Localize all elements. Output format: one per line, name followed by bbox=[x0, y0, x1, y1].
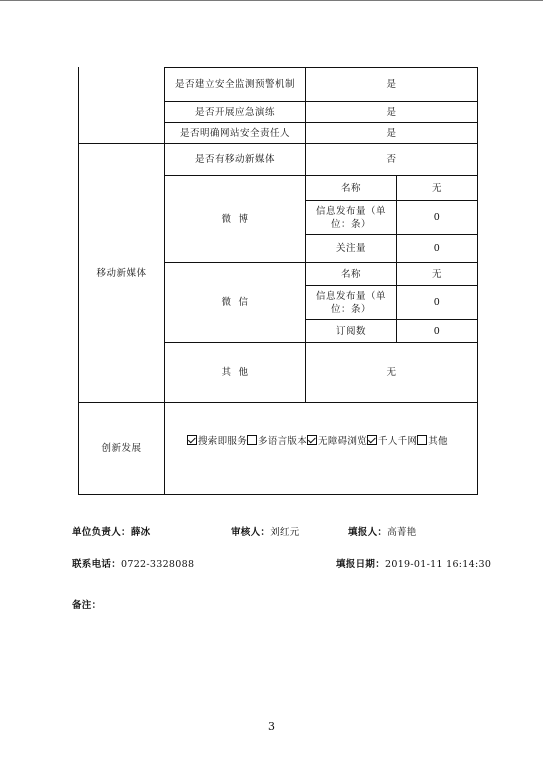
reviewer-label: 审核人： bbox=[231, 527, 271, 538]
filler-label: 填报人： bbox=[348, 527, 388, 538]
filler-value: 高菁艳 bbox=[387, 527, 417, 538]
cell-drill-value: 是 bbox=[386, 106, 397, 118]
cell-has-mobile-value: 否 bbox=[386, 154, 397, 165]
phone bbox=[72, 556, 194, 570]
page-top-border bbox=[0, 0, 543, 1]
cell-weibo-follow-label: 关注量 bbox=[335, 243, 366, 254]
cell-other-label: 其 他 bbox=[221, 367, 249, 378]
phone-value: 0722-3328088 bbox=[121, 559, 195, 570]
cell-monitoring-value: 是 bbox=[386, 79, 397, 90]
cell-wechat-name-label: 名称 bbox=[340, 268, 361, 280]
option-label-multilingual: 多语言版本 bbox=[258, 436, 308, 447]
cell-weibo-label: 微 博 bbox=[221, 213, 249, 225]
date-label: 填报日期： bbox=[336, 559, 386, 570]
option-label-personalized: 千人千网 bbox=[378, 436, 418, 447]
cell-drill-label: 是否开展应急演练 bbox=[194, 106, 275, 118]
section-label-new-media: 移动新媒体 bbox=[96, 267, 147, 279]
date-value: 2019-01-11 16:14:30 bbox=[385, 559, 492, 570]
reviewer bbox=[231, 524, 300, 538]
section-label-innovation: 创新发展 bbox=[101, 443, 142, 454]
cell-weibo-name-value: 无 bbox=[431, 182, 442, 194]
cell-wechat-subs-label: 订阅数 bbox=[335, 325, 366, 337]
cell-responsible-value: 是 bbox=[386, 127, 397, 139]
reviewer-value: 刘红元 bbox=[270, 527, 300, 538]
option-label-search-service: 搜索即服务 bbox=[198, 436, 248, 447]
fill-date bbox=[336, 556, 491, 570]
option-label-other: 其他 bbox=[428, 436, 448, 447]
page-number: 3 bbox=[268, 720, 275, 733]
cell-wechat-name-value: 无 bbox=[431, 268, 442, 280]
remarks bbox=[72, 597, 101, 611]
cell-responsible-label: 是否明确网站安全责任人 bbox=[179, 127, 290, 139]
cell-weibo-name-label: 名称 bbox=[340, 182, 361, 194]
cell-other-value: 无 bbox=[386, 367, 397, 378]
checkbox-accessibility[interactable] bbox=[307, 435, 317, 445]
cell-wechat-posts-value: 0 bbox=[433, 297, 441, 308]
checkbox-personalized[interactable] bbox=[367, 435, 377, 445]
remarks-label: 备注： bbox=[72, 600, 102, 611]
cell-weibo-follow-value: 0 bbox=[433, 243, 441, 254]
option-label-accessibility: 无障碍浏览 bbox=[318, 436, 368, 447]
cell-wechat-subs-value: 0 bbox=[433, 325, 441, 337]
checkbox-search-service[interactable] bbox=[187, 435, 197, 445]
unit-head-value: 薛冰 bbox=[130, 527, 151, 538]
innovation-options bbox=[187, 433, 448, 447]
cell-wechat-posts-label: 信息发布量（单位：条） bbox=[316, 290, 387, 315]
checkbox-other[interactable] bbox=[417, 435, 427, 445]
checkbox-multilingual[interactable] bbox=[247, 435, 257, 445]
unit-head bbox=[72, 524, 150, 538]
cell-has-mobile-label: 是否有移动新媒体 bbox=[194, 154, 275, 165]
filler bbox=[348, 524, 417, 538]
cell-weibo-posts-label: 信息发布量（单位：条） bbox=[316, 205, 387, 230]
cell-monitoring-label: 是否建立安全监测预警机制 bbox=[174, 79, 295, 90]
phone-label: 联系电话： bbox=[72, 559, 122, 570]
cell-wechat-label: 微 信 bbox=[221, 297, 249, 308]
cell-weibo-posts-value: 0 bbox=[433, 212, 441, 223]
unit-head-label: 单位负责人： bbox=[72, 527, 131, 538]
